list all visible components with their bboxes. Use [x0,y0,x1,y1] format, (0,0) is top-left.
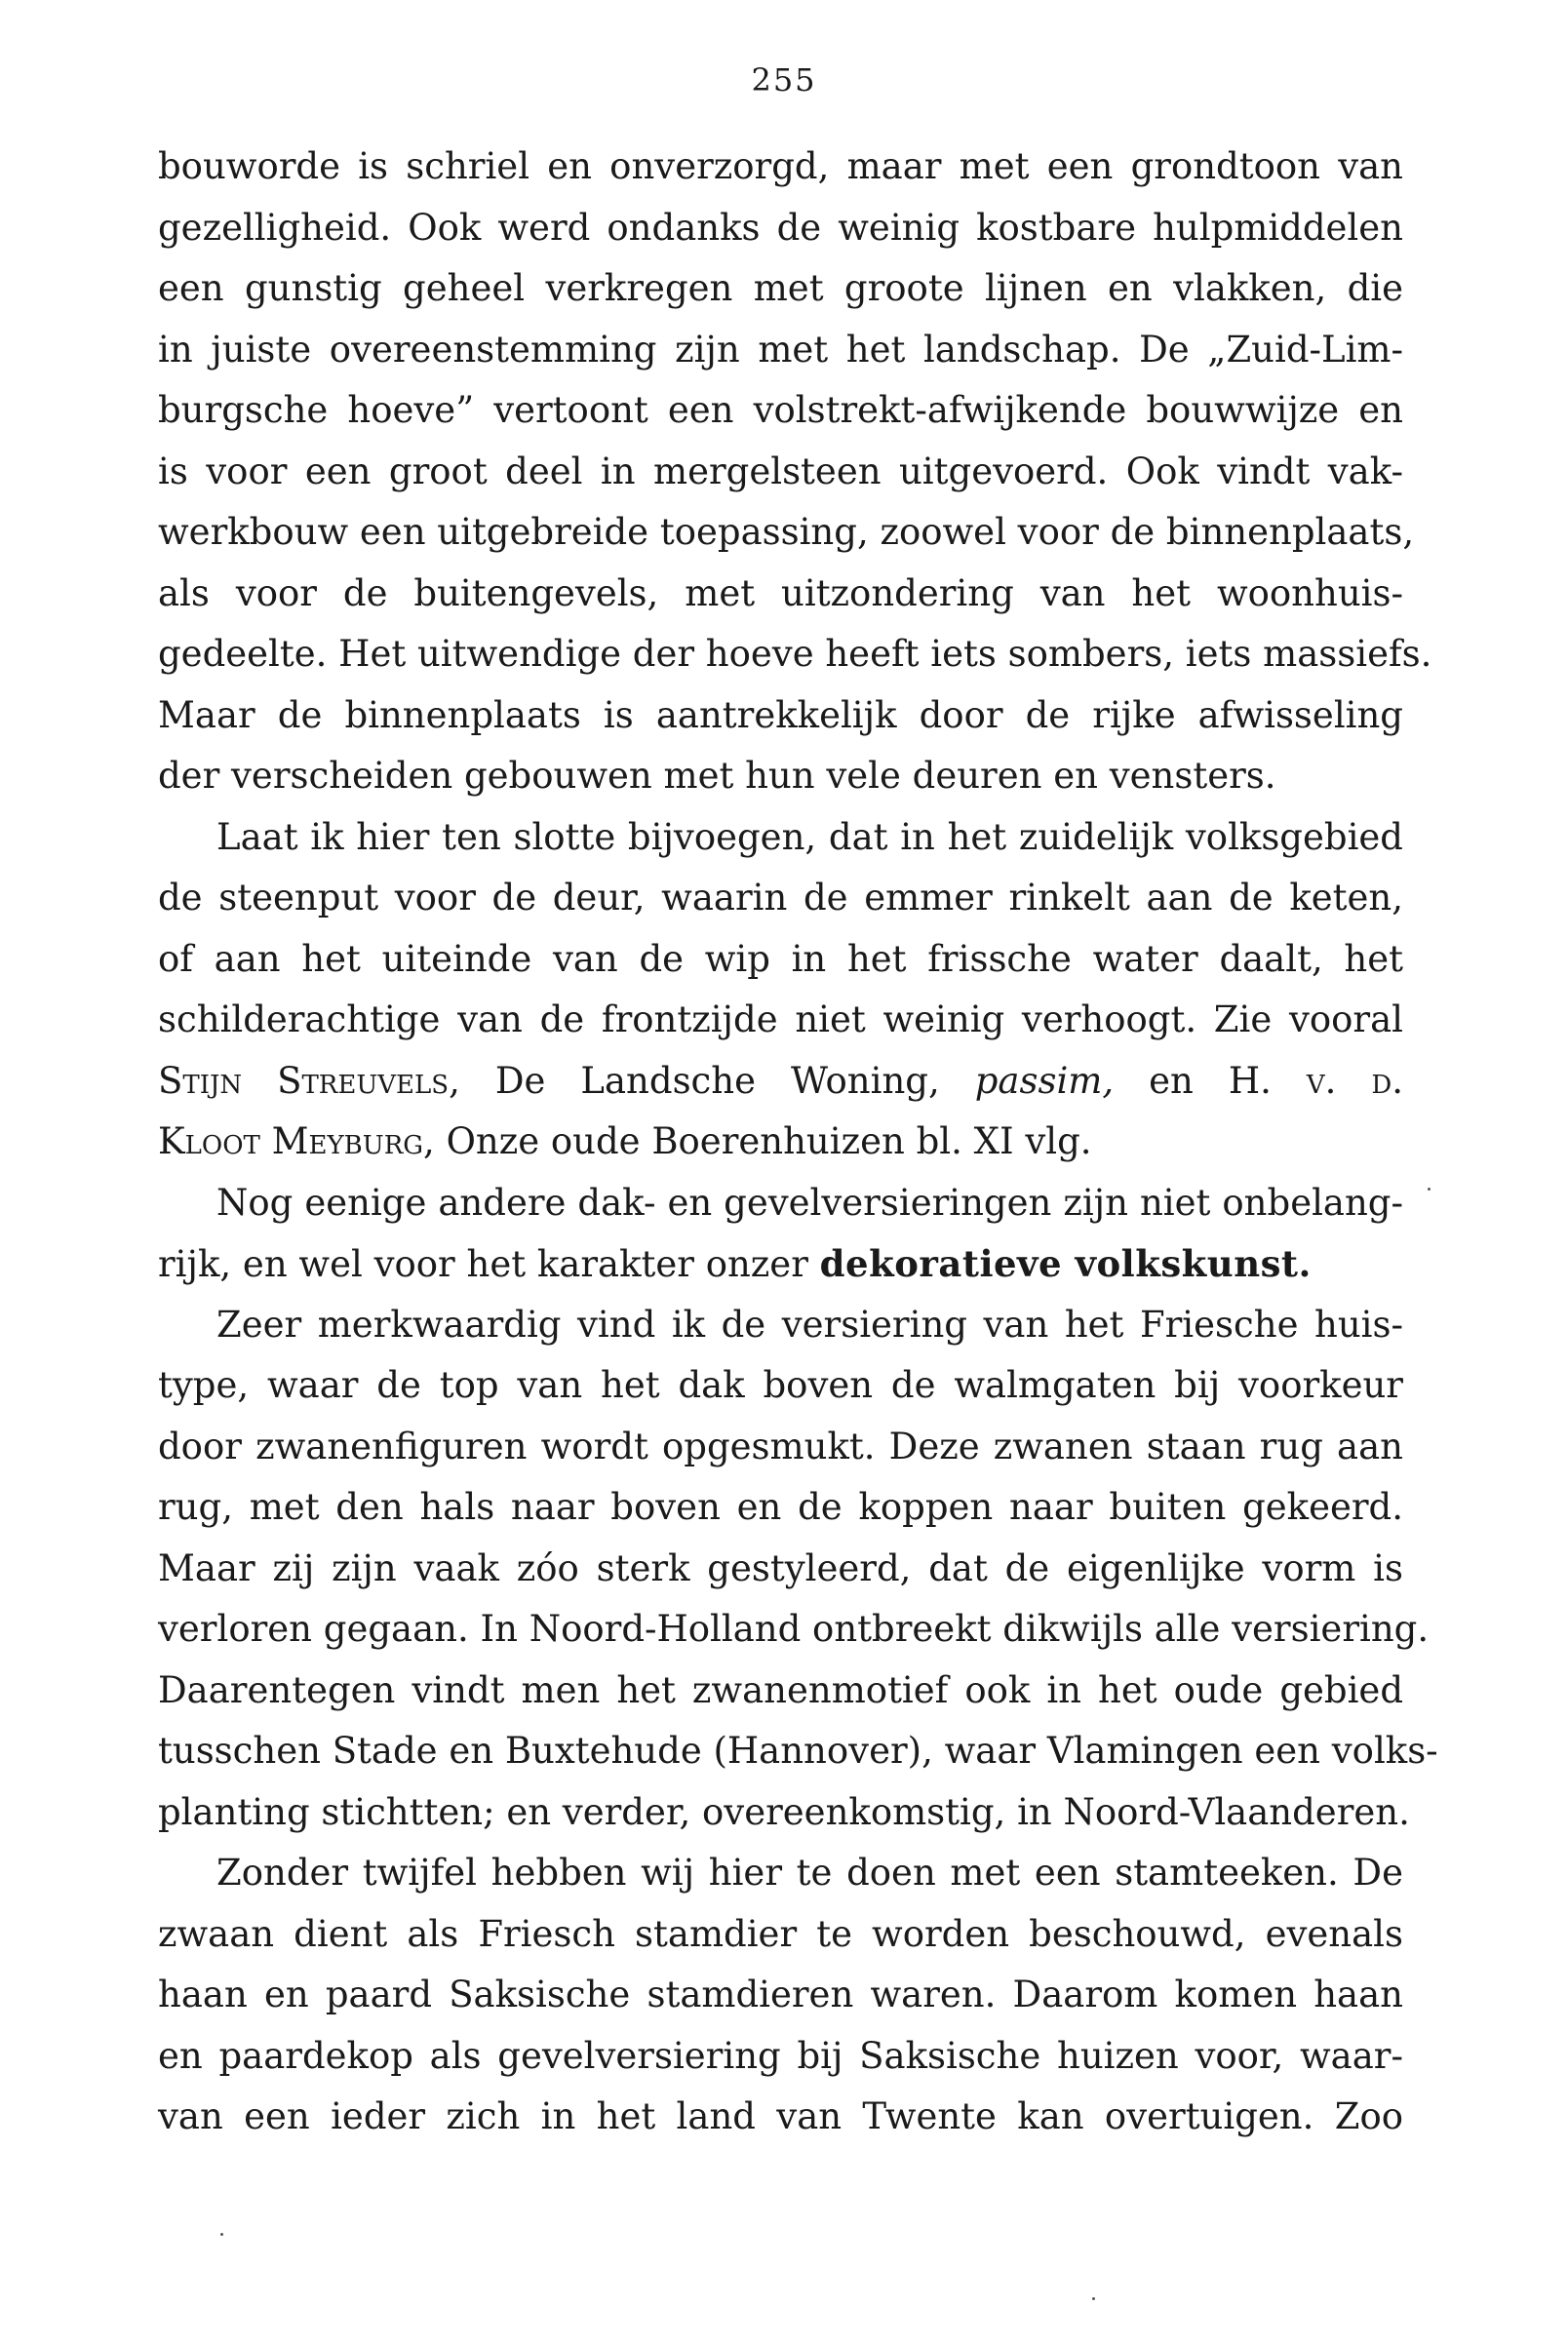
text-line: Zeer merkwaardig vind ik de versiering van het Friesche huis- [216,1303,1403,1346]
text-line: der verscheiden gebouwen met hun vele deuren en vensters. [158,755,1276,797]
text-line: Daarentegen vindt men het zwanenmotief ook in het oude gebied [158,1668,1403,1711]
text-line: Laat ik hier ten slotte bijvoegen, dat in het zuidelijk volksgebied [216,815,1403,858]
text-line: tusschen Stade en Buxtehude (Hannover), waar Vlamingen een volks- [158,1730,1438,1772]
paper-speck [220,2233,223,2236]
author-name-end: Kloot Meyburg [158,1120,424,1162]
emphasis-lead: rijk, en wel voor het karakter onzer [158,1243,820,1285]
text-line: een gunstig geheel verkregen met groote lijnen en vlakken, die [158,267,1403,309]
text-line: gedeelte. Het uitwendige der hoeve heeft iets sombers, iets massiefs. [158,633,1432,675]
reference-title: , De Landsche Woning, [449,1059,975,1102]
text-line: planting stichtten; en verder, overeenkomstig, in Noord-Vlaanderen. [158,1790,1410,1833]
text-line: bouworde is schriel en onverzorgd, maar met een grondtoon van [158,145,1403,187]
emphasis-bold: dekoratieve volkskunst. [819,1242,1312,1285]
text-line: Zonder twijfel hebben wij hier te doen met een stamteeken. De [216,1852,1403,1894]
paper-speck [1092,2297,1095,2300]
paper-speck [1428,1188,1431,1191]
reference-rest: , Onze oude Boerenhuizen bl. XI vlg. [423,1120,1092,1162]
text-line: van een ieder zich in het land van Twente kan overtuigen. Zoo [158,2095,1403,2137]
text-line: Maar zij zijn vaak zóo sterk gestyleerd, dat de eigenlijke vorm is [158,1546,1403,1589]
text-line: haan en paard Saksische stamdieren waren. Daarom komen haan [158,1974,1403,2015]
text-line-reference-1 [158,1051,1403,1113]
author-name: Stijn Streuvels [158,1059,450,1102]
text-line-emphasis [158,1233,1403,1295]
text-line: door zwanenfiguren wordt opgesmukt. Deze zwanen staan rug aan [158,1425,1403,1467]
text-line: schilderachtige van de frontzijde niet weinig verhoogt. Zie vooral [158,998,1403,1040]
paragraph-group-b [158,1173,1403,1234]
paragraph-group-a [158,137,1432,1051]
text-line: werkbouw een uitgebreide toepassing, zoowel voor de binnenplaats, [158,511,1415,553]
reference-connector: en [1114,1059,1229,1102]
paragraph-group-c [158,1295,1438,2148]
text-line: verloren gegaan. In Noord-Holland ontbreekt dikwijls alle versiering. [158,1608,1430,1650]
text-line: de steenput voor de deur, waarin de emmer rinkelt aan de keten, [158,877,1403,919]
author-name-start: H. v. d. [1228,1059,1404,1102]
text-line: en paardekop als gevelversiering bij Saksische huizen voor, waar- [158,2034,1403,2077]
text-line: in juiste overeenstemming zijn met het landschap. De „Zuid-Lim- [158,328,1403,371]
page-number: 255 [751,61,817,98]
text-line: of aan het uiteinde van de wip in het frissche water daalt, het [158,937,1403,980]
text-line: Maar de binnenplaats is aantrekkelijk door de rijke afwisseling [158,693,1403,736]
text-line: burgsche hoeve” vertoont een volstrekt-afwijkende bouwwijze en [158,389,1403,431]
text-line-reference-2 [158,1112,1403,1173]
text-line: Nog eenige andere dak- en gevelversieringen zijn niet onbelang- [216,1181,1403,1224]
text-line: gezelligheid. Ook werd ondanks de weinig kostbare hulpmiddelen [158,206,1403,249]
text-line: als voor de buitengevels, met uitzondering van het woonhuis- [158,571,1403,614]
text-line: rug, met den hals naar boven en de koppen naar buiten gekeerd. [158,1486,1403,1528]
text-line: type, waar de top van het dak boven de walmgaten bij voorkeur [158,1364,1403,1406]
body-text [158,137,1438,2148]
text-line: zwaan dient als Friesch stamdier te worden beschouwd, evenals [158,1912,1403,1955]
text-line: is voor een groot deel in mergelsteen uitgevoerd. Ook vindt vak- [158,450,1403,492]
reference-passim: passim, [974,1059,1115,1102]
